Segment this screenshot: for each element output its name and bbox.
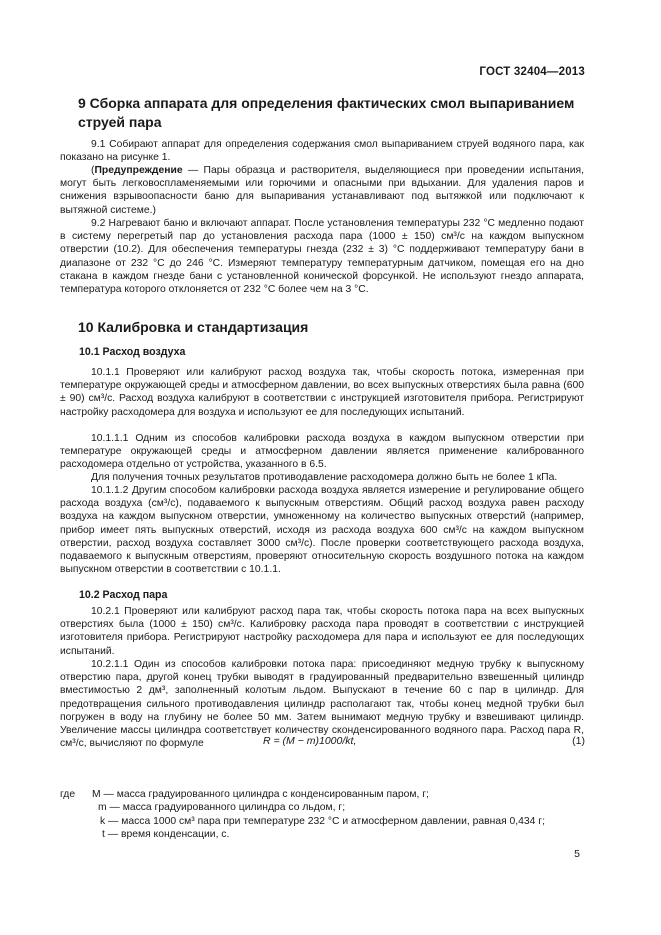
formula-definitions <box>60 788 590 841</box>
paragraph-10-1-1: 10.1.1 Проверяют или калибруют расход воздуха так, чтобы скорость потока, измеренная при температуре окружающей среды и атмосферном давлении, во всех выпускных отверстиях была равна (600 ± 90) см³/с. Расход воздуха калибруют в соответствии с инструкцией изготовителя прибора. Регистрируют настройку расходомера для воздуха и используют ее для последующих испытаний. <box>60 367 584 418</box>
warning-label: Предупреждение <box>94 165 183 176</box>
subsection-10-1-title: 10.1 Расход воздуха <box>79 346 186 358</box>
page-number: 5 <box>574 848 580 860</box>
formula-number: (1) <box>572 735 585 747</box>
definition-M: M — масса градуированного цилиндра с конденсированным паром, г; <box>92 789 429 800</box>
paragraph-10-2-1: 10.2.1 Проверяют или калибруют расход пара так, чтобы скорость потока пара на всех выпускных отверстиях была (1000 ± 150) см³/с. Калибровку расхода пара проводят в соответствии с инструкцией изготовителя прибора. Регистрируют настройку расходомера для пара и используют ее для последующих испытаний. <box>60 606 584 657</box>
formula: R = (M − m)1000/kt, <box>263 735 357 747</box>
paragraph-9-2: 9.2 Нагревают баню и включают аппарат. После установления температуры 232 °С медленно подают в систему перегретый пар до установления расхода пара (1000 ± 150) см³/с на каждом выпускном отверстии (10.2). Для обеспечения температуры гнезда (232 ± 3) °С поддерживают температуру бани в диапазоне от 232 °С до 246 °С. Измеряют температуру температурным датчиком, помещая его на дно стакана в каждом гнезде бани с установленной конической форсункой. Не используют гнездо аппарата, температура которого отклоняется от 232 °С более чем на 3 °С. <box>60 218 584 296</box>
section-9-title: 9 Сборка аппарата для определения фактических смол выпариванием струей пара <box>78 95 575 130</box>
paragraph-9-1: 9.1 Собирают аппарат для определения содержания смол выпариванием струей водяного пара, как показано на рисунке 1. <box>60 139 584 164</box>
paragraph-10-1-1-1: 10.1.1.1 Одним из способов калибровки расхода воздуха в каждом выпускном отверстии при температуре окружающей среды и атмосферном давлении является применение калиброванного расходомера отдельно от устройства, указанного в 6.5. <box>60 433 584 471</box>
definition-m: m — масса градуированного цилиндра со льдом, г; <box>98 802 346 814</box>
section-10-title: 10 Калибровка и стандартизация <box>78 319 309 335</box>
where-label: где <box>60 789 76 800</box>
warning-note: (Предупреждение — Пары образца и растворителя, выделяющиеся при проведении испытания, могут быть легковоспламеняемыми или горючими и опасными при вдыхании. Для удаления паров и снижения взрывоопасности баню для выпаривания устанавливают под вытяжкой или подключают к вытяжной системе.) <box>60 165 584 216</box>
paragraph-backpressure: Для получения точных результатов противодавление расходомера должно быть не более 1 кПа. <box>91 472 558 483</box>
definition-k: k — масса 1000 см³ пара при температуре 232 °С и атмосферном давлении, равная 0,434 г; <box>100 815 545 827</box>
paragraph-10-1-1-2: 10.1.1.2 Другим способом калибровки расхода воздуха является измерение и регулирование общего расхода воздуха (см³/с), подаваемого к выпускным отверстиям. Общий расход воздуха равен расходу воздуха на каждом выпускном отверстии, умноженному на количество выпускных отверстий (например, прибор имеет пять выпускных отверстий, исходя из расхода воздуха 600 см³/с на каждом выпускном отверстии, расход воздуха составляет 3000 см³/с). После проверки соответствующего расхода воздуха, подаваемого к выпускным отверстиям, проверяют относительную скорость воздушного потока на каждом выпускном отверстии в соответствии с 10.1.1. <box>60 485 584 576</box>
subsection-10-2-title: 10.2 Расход пара <box>79 589 168 601</box>
standard-number: ГОСТ 32404—2013 <box>479 66 585 78</box>
definition-t: t — время конденсации, с. <box>102 828 230 840</box>
warning-text: — Пары образца и растворителя, выделяющиеся при проведении испытания, могут быть легковоспламеняемыми или горючими и опасными при вдыхании. Для удаления паров и снижения взрывоопасности баню для выпаривания устанавливают под вытяжкой или подключают к вытяжной системе.) <box>60 165 584 216</box>
paragraph-10-2-1-1: 10.2.1.1 Один из способов калибровки потока пара: присоединяют медную трубку к выпускному отверстию пара, другой конец трубки выводят в градуированный предварительно взвешенный цилиндр вместимостью 2 дм³, заполненный колотым льдом. Выпускают в течение 60 с пар в цилиндр. Для предотвращения сильного противодавления цилиндр располагают так, чтобы конец медной трубки был погружен в воду на глубину не более 50 мм. Затем вынимают медную трубку и взвешивают цилиндр. Увеличение массы цилиндра соответствует количеству сконденсированного водяного пара. Расход пара R, см³/с, вычисляют по формуле <box>60 659 584 750</box>
